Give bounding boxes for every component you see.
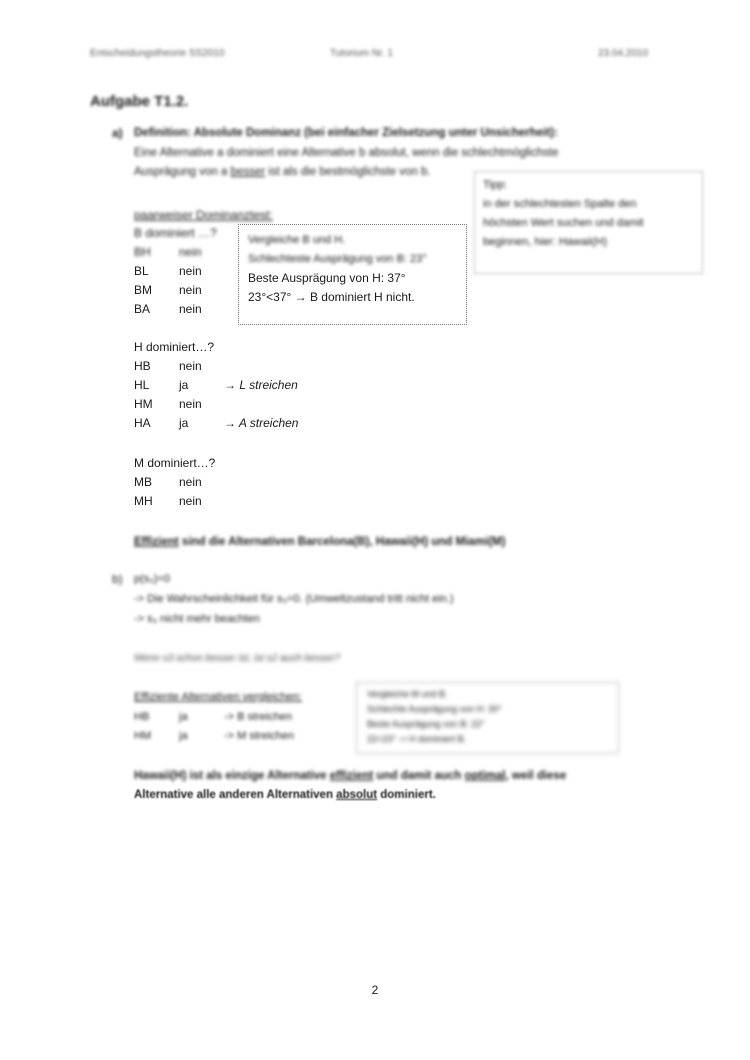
- tip-line: beginnen, hier: Hawaii(H): [483, 236, 608, 248]
- compare-line: Beste Ausprägung von H: 37°: [248, 271, 406, 285]
- list-item: HB ja -> B streichen: [134, 711, 293, 723]
- side-question: Wenn s3 schon besser ist, ist s2 auch besser?: [134, 653, 341, 664]
- part-b-marker: b): [112, 572, 123, 586]
- group-b-heading: B dominiert …?: [134, 226, 217, 240]
- page-number: 2: [371, 983, 379, 997]
- tip-line: Tipp:: [483, 179, 508, 191]
- part-a-marker: a): [112, 126, 123, 140]
- tip-line: in der schlechtesten Spalte den: [483, 198, 637, 210]
- small-box-line: Vergleiche M und B.: [367, 689, 448, 699]
- final-conclusion-2: Alternative alle anderen Alternativen absolut dominiert.: [134, 789, 436, 801]
- list-item: BL nein: [134, 264, 202, 278]
- header-tutorial: Tutorium Nr. 1: [330, 48, 393, 59]
- exercise-title: Aufgabe T1.2.: [90, 93, 189, 110]
- list-item: HM ja -> M streichen: [134, 730, 294, 742]
- definition-heading: Definition: Absolute Dominanz (bei einfacher Zielsetzung unter Unsicherheit):: [134, 127, 558, 139]
- list-item: HA ja → A streichen: [134, 416, 299, 430]
- probability-line: p(s₃)=0: [134, 573, 170, 585]
- compare-line: Vergleiche B und H.: [248, 234, 346, 246]
- list-item: MH nein: [134, 494, 202, 508]
- efficiency-conclusion: Effizient sind die Alternativen Barcelona(B), Hawaii(H) und Miami(M): [134, 536, 506, 548]
- probability-explanation: -> Die Wahrscheinlichkeit für s₃=0. (Umweltzustand tritt nicht ein.): [134, 593, 454, 605]
- dominance-test-heading: paarweiser Dominanztest:: [134, 208, 273, 222]
- group-h: [134, 338, 299, 433]
- tip-box: [474, 171, 703, 274]
- list-item: MB nein: [134, 475, 202, 489]
- efficient-compare-list: [134, 708, 334, 746]
- compare-efficient-heading: Effiziente Alternativen vergleichen:: [134, 691, 302, 703]
- tip-line: höchsten Wert suchen und damit: [483, 217, 644, 229]
- list-item: BH nein: [134, 245, 202, 259]
- list-item: HL ja → L streichen: [134, 378, 298, 392]
- small-compare-box: [356, 682, 619, 754]
- group-b: [134, 224, 217, 319]
- definition-line-2: Ausprägung von a besser ist als die bestmöglichste von b.: [134, 166, 431, 178]
- final-conclusion-1: Hawaii(H) ist als einzige Alternative effizient und damit auch optimal, weil diese: [134, 770, 567, 782]
- group-h-heading: H dominiert…?: [134, 340, 215, 354]
- group-m: [134, 454, 215, 511]
- header-date: 23.04.2010: [598, 48, 649, 59]
- list-item: HB nein: [134, 359, 202, 373]
- small-box-line: Schlechte Ausprägung von H: 30°: [367, 704, 502, 714]
- compare-box: [238, 224, 467, 325]
- group-m-heading: M dominiert…?: [134, 456, 216, 470]
- definition-line-1: Eine Alternative a dominiert eine Alternative b absolut, wenn die schlechtmöglichste: [134, 147, 559, 159]
- header-course: Entscheidungstheorie SS2010: [90, 48, 225, 59]
- list-item: HM nein: [134, 397, 202, 411]
- ignore-state-line: -> s₃ nicht mehr beachten: [134, 613, 260, 625]
- compare-line: 23°<37° → B dominiert H nicht.: [248, 290, 415, 304]
- compare-line: Schlechteste Ausprägung von B: 23°: [248, 253, 427, 265]
- small-box-line: Beste Ausprägung von B: 22°: [367, 719, 485, 729]
- small-box-line: 22<23° -> H dominiert B.: [367, 734, 467, 744]
- list-item: BM nein: [134, 283, 202, 297]
- list-item: BA nein: [134, 302, 202, 316]
